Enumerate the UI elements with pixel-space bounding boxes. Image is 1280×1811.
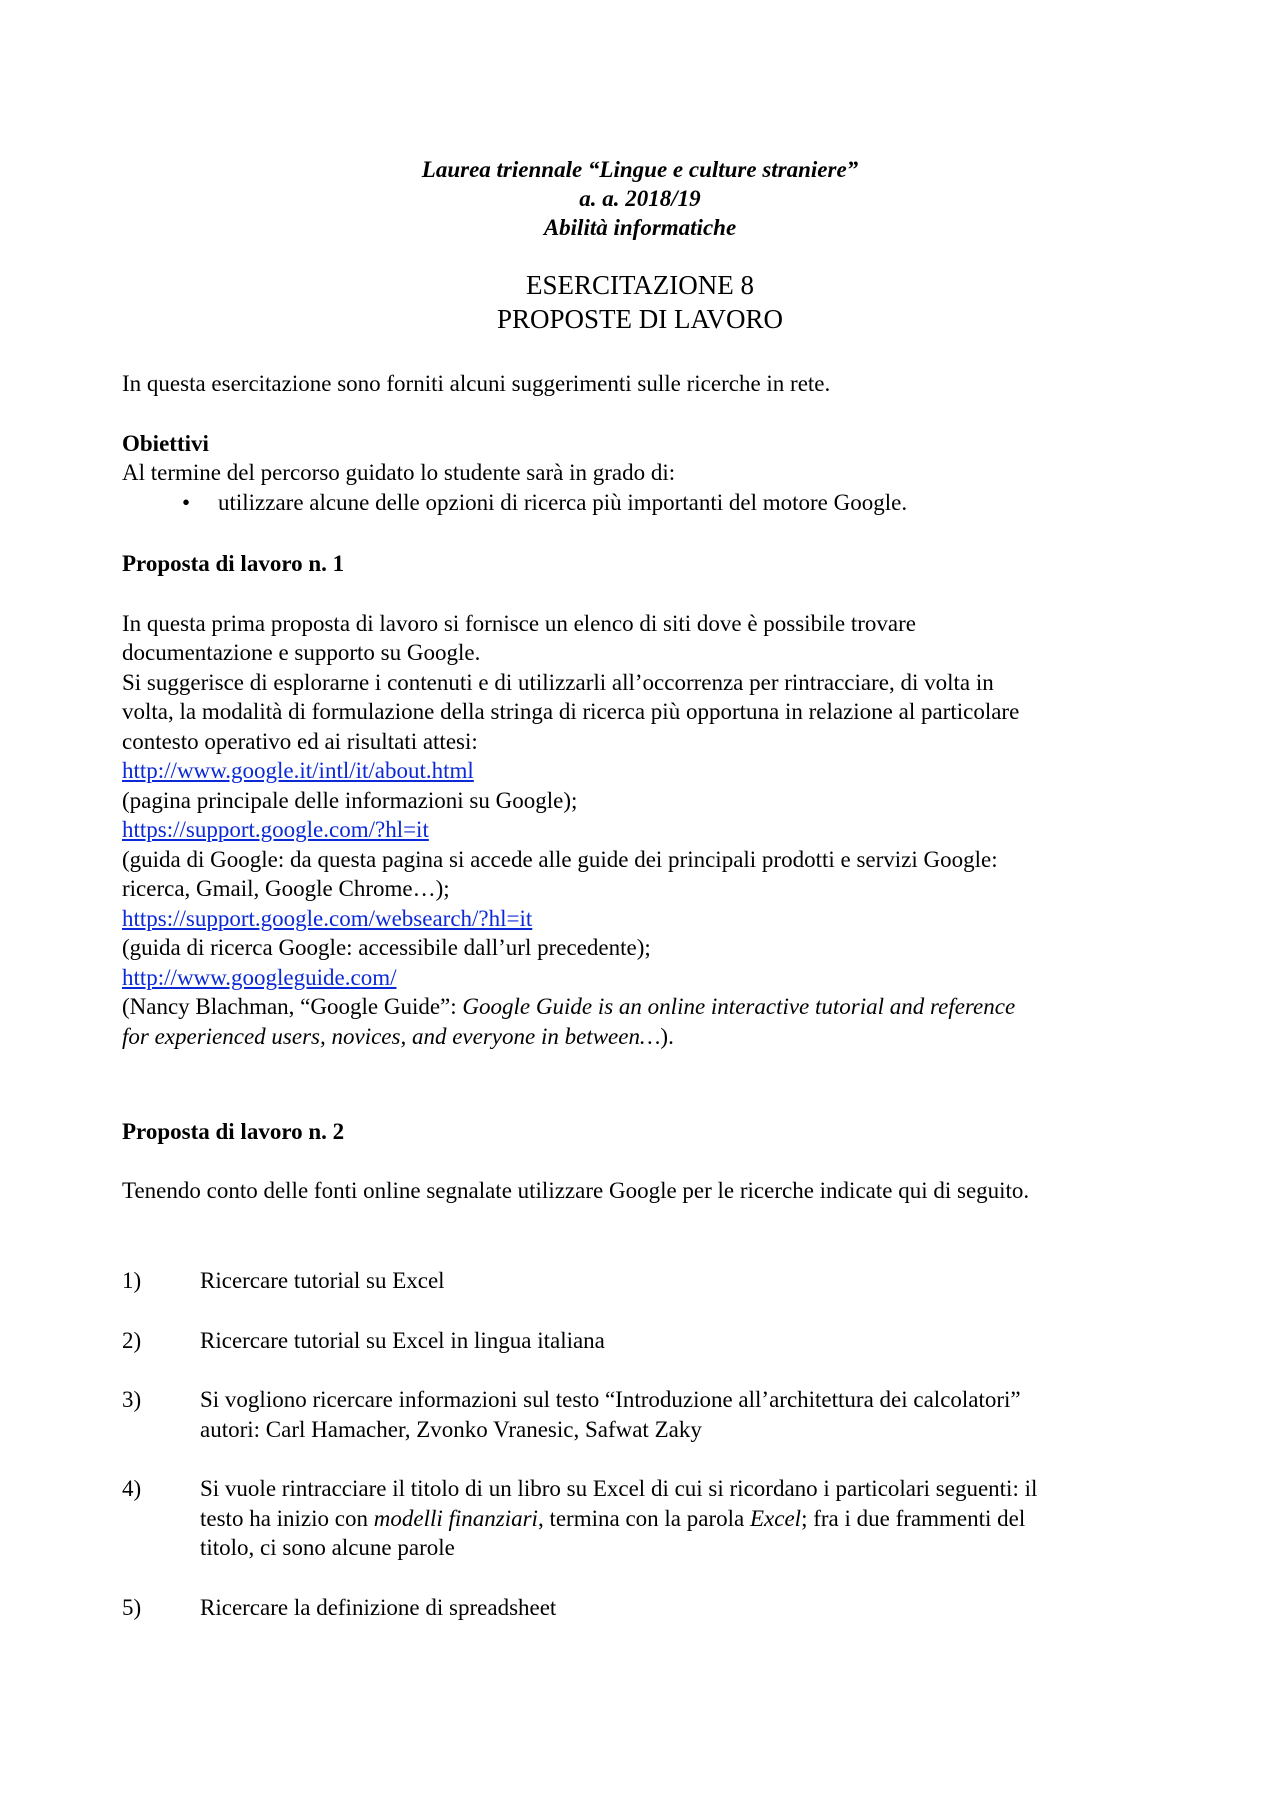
item-number: 2) [122, 1328, 142, 1353]
link-googleguide[interactable]: http://www.googleguide.com/ [122, 965, 397, 990]
objectives-heading: Obiettivi [122, 431, 209, 456]
task-item: Ricercare tutorial su Excel [200, 1268, 445, 1293]
item-number: 3) [122, 1387, 142, 1412]
task-item-line2 [200, 1504, 1025, 1534]
link-google-websearch-desc: (guida di ricerca Google: accessibile dall’url precedente); [122, 935, 651, 960]
googleguide-desc-prefix: (Nancy Blachman, “Google Guide”: [122, 994, 463, 1019]
course-subject: Abilità informatiche [543, 215, 737, 240]
proposal-2-intro: Tenendo conto delle fonti online segnalate utilizzare Google per le ricerche indicate qui di seguito. [122, 1178, 1030, 1203]
task-item-line3: titolo, ci sono alcune parole [200, 1535, 455, 1560]
task-item: Ricercare la definizione di spreadsheet [200, 1595, 557, 1620]
link-google-about-desc: (pagina principale delle informazioni su Google); [122, 788, 578, 813]
task-item: Si vogliono ricercare informazioni sul testo “Introduzione all’architettura dei calcolatori” [200, 1387, 1021, 1412]
course-title: Laurea triennale “Lingue e culture straniere” [421, 157, 859, 182]
task-item: Si vuole rintracciare il titolo di un libro su Excel di cui si ricordano i particolari seguenti: il [200, 1476, 1038, 1501]
exercise-title: ESERCITAZIONE 8 [525, 270, 755, 300]
googleguide-desc-line2 [122, 1022, 674, 1052]
link-google-support[interactable]: https://support.google.com/?hl=it [122, 817, 429, 842]
link-google-about[interactable]: http://www.google.it/intl/it/about.html [122, 758, 474, 783]
proposal-2-heading: Proposta di lavoro n. 2 [122, 1119, 345, 1144]
task-item-text: , termina con la parola [537, 1506, 750, 1531]
googleguide-desc-line1 [122, 992, 1015, 1022]
proposal-1-para1-line2: documentazione e supporto su Google. [122, 640, 481, 665]
intro-text: In questa esercitazione sono forniti alcuni suggerimenti sulle ricerche in rete. [122, 371, 831, 396]
objective-item: utilizzare alcune delle opzioni di ricerca più importanti del motore Google. [218, 490, 908, 515]
googleguide-desc-quote-1: Google Guide is an online interactive tutorial and reference [462, 994, 1016, 1019]
task-item-line2: autori: Carl Hamacher, Zvonko Vranesic, Safwat Zaky [200, 1417, 702, 1442]
task-item: Ricercare tutorial su Excel in lingua italiana [200, 1328, 605, 1353]
proposal-1-heading: Proposta di lavoro n. 1 [122, 551, 345, 576]
proposal-1-para2-line2: volta, la modalità di formulazione della stringa di ricerca più opportuna in relazione al particolare [122, 699, 1020, 724]
item-number: 4) [122, 1476, 142, 1501]
proposal-1-para2-line1: Si suggerisce di esplorarne i contenuti e di utilizzarli all’occorrenza per rintracciare, di volta in [122, 670, 994, 695]
bullet-icon: • [182, 490, 191, 515]
item-number: 1) [122, 1268, 142, 1293]
item-number: 5) [122, 1595, 142, 1620]
googleguide-desc-quote-2: for experienced users, novices, and everyone in between… [122, 1024, 661, 1049]
proposal-1-para2-line3: contesto operativo ed ai risultati attesi: [122, 729, 478, 754]
task-item-emphasis: modelli finanziari [373, 1506, 538, 1531]
objectives-lead: Al termine del percorso guidato lo studente sarà in grado di: [122, 460, 676, 485]
link-google-support-desc-line1: (guida di Google: da questa pagina si accede alle guide dei principali prodotti e servizi Google: [122, 847, 998, 872]
task-item-emphasis: Excel [749, 1506, 802, 1531]
task-item-text: ; fra i due frammenti del [801, 1506, 1026, 1531]
link-google-support-desc-line2: ricerca, Gmail, Google Chrome…); [122, 876, 450, 901]
exercise-subtitle: PROPOSTE DI LAVORO [496, 304, 784, 334]
googleguide-desc-suffix: ). [660, 1024, 674, 1049]
link-google-websearch[interactable]: https://support.google.com/websearch/?hl=it [122, 906, 533, 931]
proposal-1-para1-line1: In questa prima proposta di lavoro si fornisce un elenco di siti dove è possibile trovare [122, 611, 916, 636]
academic-year: a. a. 2018/19 [579, 186, 701, 211]
task-item-text: testo ha inizio con [200, 1506, 374, 1531]
